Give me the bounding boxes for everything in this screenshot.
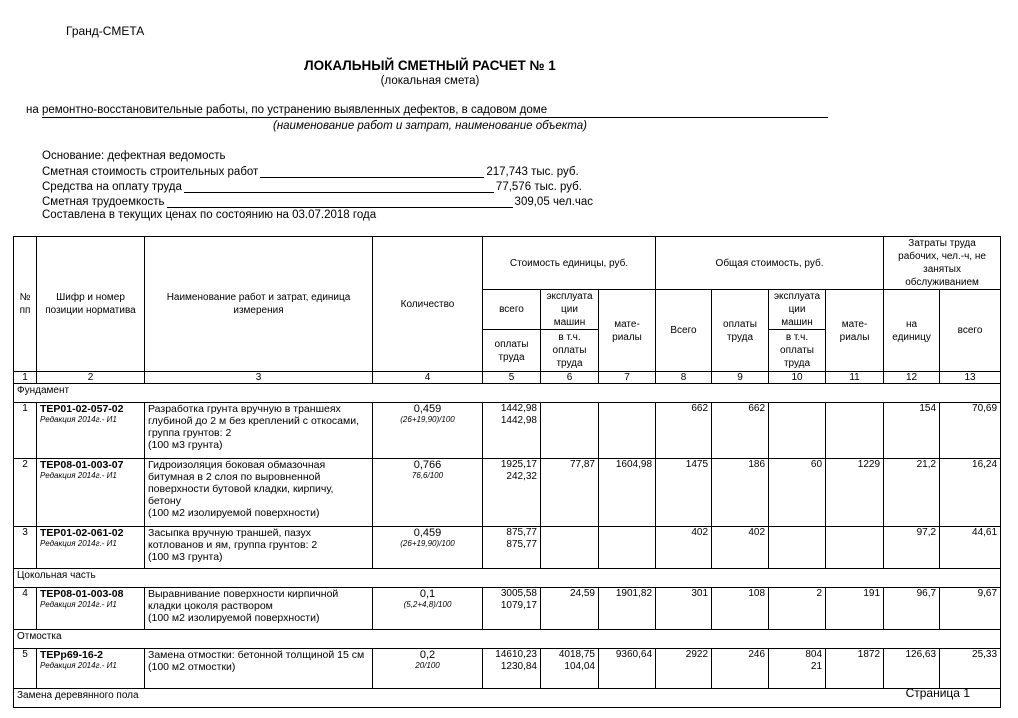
row-t-expl-cell [769, 649, 826, 689]
row-u-all: 875,77 [506, 527, 537, 538]
row-num: 1 [14, 403, 37, 459]
header-l-all: всего [940, 290, 1001, 372]
table-row [14, 459, 1001, 527]
app-logo: Гранд-СМЕТА [66, 24, 145, 38]
prices-line: Составлена в текущих ценах по состоянию на 03.07.2018 года [42, 209, 377, 221]
row-num: 2 [14, 459, 37, 527]
col-number: 9 [712, 372, 769, 384]
col-number: 12 [884, 372, 940, 384]
row-code-cell [37, 588, 145, 630]
row-u-mat: 9360,64 [599, 649, 656, 689]
row-l-unit: 126,63 [884, 649, 940, 689]
header-num: № пп [14, 237, 37, 372]
labor-unit: тыс. руб. [534, 181, 582, 193]
row-num: 4 [14, 588, 37, 630]
row-t-all: 2922 [656, 649, 712, 689]
row-t-mat: 191 [826, 588, 884, 630]
header-u-pay: оплаты труда [483, 330, 541, 372]
col-number: 13 [940, 372, 1001, 384]
row-u-all: 1442,98 [500, 403, 537, 414]
row-u-pay: 875,77 [506, 539, 537, 550]
row-t-all: 1475 [656, 459, 712, 527]
header-qty: Количество [373, 237, 483, 372]
row-unit: (100 м2 изолируемой поверхности) [148, 612, 320, 624]
header-u-incl: в т.ч. оплаты труда [541, 330, 599, 372]
row-t-mat: 1229 [826, 459, 884, 527]
row-u-expl: 24,59 [541, 588, 599, 630]
row-num: 5 [14, 649, 37, 689]
labor-fill-line [184, 180, 494, 193]
table-row [14, 527, 1001, 569]
row-t-all: 662 [656, 403, 712, 459]
row-qty: 0,1 [419, 588, 436, 600]
work-description-hint: (наименование работ и затрат, наименование объекта) [273, 120, 587, 132]
row-t-expl [769, 403, 826, 459]
header-unit-cost: Стоимость единицы, руб. [483, 237, 656, 290]
col-number: 4 [373, 372, 483, 384]
row-u-expl-cell [541, 649, 599, 689]
labor-line [42, 180, 582, 193]
cost-label: Сметная стоимость строительных работ [42, 166, 259, 178]
na-prefix: на [26, 104, 39, 116]
workload-unit: чел.час [552, 196, 593, 208]
row-l-unit: 154 [884, 403, 940, 459]
labor-label: Средства на оплату труда [42, 181, 182, 193]
row-qty-cell [373, 459, 483, 527]
header-total-cost: Общая стоимость, руб. [656, 237, 884, 290]
row-code: ТЕР01-02-057-02 [40, 403, 124, 415]
section-plinth: Цокольная часть [14, 569, 1001, 588]
row-name: Гидроизоляция боковая обмазочная битумная в 2 слоя по выровненной поверхности бутовой кладки, кирпичу, бетону [148, 459, 334, 507]
row-qty-formula: (5,2+4,8)/100 [403, 600, 452, 609]
row-name: Разработка грунта вручную в траншеях глубиной до 2 м без креплений с откосами, группа грунтов: 2 [148, 403, 360, 439]
row-qty: 0,459 [413, 403, 442, 415]
row-u-all: 1925,17 [500, 459, 537, 470]
document-subtitle: (локальная смета) [380, 75, 480, 87]
row-l-unit: 96,7 [884, 588, 940, 630]
row-code-cell [37, 459, 145, 527]
workload-fill-line [167, 195, 513, 208]
row-code: ТЕР08-01-003-07 [40, 459, 124, 471]
row-t-expl: 804 [805, 649, 823, 660]
header-u-all: всего [483, 290, 541, 330]
row-qty: 0,766 [413, 459, 442, 471]
header-labor: Затраты труда рабочих, чел.-ч, не занятых обслуживанием [884, 237, 1001, 290]
row-code: ТЕР01-02-061-02 [40, 527, 124, 539]
row-u-pay: 242,32 [506, 471, 537, 482]
row-u-all-cell [483, 649, 541, 689]
row-unit: (100 м2 изолируемой поверхности) [148, 507, 320, 519]
row-u-all: 14610,23 [495, 649, 537, 660]
page-number: Страница 1 [905, 686, 970, 700]
col-number: 7 [599, 372, 656, 384]
row-qty-formula: (26+19,90)/100 [400, 539, 455, 548]
header-t-incl: в т.ч. оплаты труда [769, 330, 826, 372]
row-code-cell [37, 403, 145, 459]
row-qty: 0,459 [413, 527, 442, 539]
section-foundation: Фундамент [14, 384, 1001, 403]
row-u-all-cell [483, 527, 541, 569]
col-number: 2 [37, 372, 145, 384]
col-number: 10 [769, 372, 826, 384]
basis-line: Основание: дефектная ведомость [42, 150, 226, 162]
row-num: 3 [14, 527, 37, 569]
row-qty-formula: 76,6/100 [411, 471, 444, 480]
row-t-pay: 402 [712, 527, 769, 569]
row-name: Засыпка вручную траншей, пазух котлованов и ям, группа грунтов: 2 [148, 527, 318, 551]
header-t-expl: эксплуата ции машин [769, 290, 826, 330]
row-name-cell [145, 649, 373, 689]
section-floor-replacement: Замена деревянного пола [14, 689, 1001, 708]
header-code: Шифр и номер позиции норматива [37, 237, 145, 372]
row-unit: (100 м3 грунта) [148, 439, 223, 451]
row-u-mat [599, 527, 656, 569]
estimate-table [13, 236, 1001, 708]
work-description: ремонтно-восстановительные работы, по устранению выявленных дефектов, в садовом доме [42, 104, 828, 118]
row-name-cell [145, 588, 373, 630]
row-code: ТЕРр69-16-2 [40, 649, 104, 661]
row-u-expl [541, 403, 599, 459]
cost-line [42, 165, 579, 178]
row-t-expl-pay: 21 [810, 661, 823, 672]
row-code: ТЕР08-01-003-08 [40, 588, 124, 600]
col-number: 5 [483, 372, 541, 384]
cost-fill-line [260, 165, 484, 178]
workload-line [42, 195, 593, 208]
row-unit: (100 м2 отмостки) [148, 661, 236, 673]
row-l-all: 16,24 [940, 459, 1001, 527]
row-qty-cell [373, 588, 483, 630]
row-qty-formula: 20/100 [415, 661, 440, 670]
col-number: 6 [541, 372, 599, 384]
row-edition: Редакция 2014г.- И1 [40, 415, 117, 424]
row-qty: 0,2 [419, 649, 436, 661]
row-edition: Редакция 2014г.- И1 [40, 471, 117, 480]
col-number: 3 [145, 372, 373, 384]
cost-value: 217,743 [486, 166, 528, 178]
row-name: Выравнивание поверхности кирпичной кладки цоколя раствором [148, 588, 339, 612]
row-u-expl: 4018,75 [558, 649, 595, 660]
row-t-all: 301 [656, 588, 712, 630]
row-code-cell [37, 649, 145, 689]
workload-value: 309,05 [514, 196, 550, 208]
labor-value: 77,576 [495, 181, 532, 193]
table-row [14, 403, 1001, 459]
row-u-expl: 77,87 [541, 459, 599, 527]
section-blind-area: Отмостка [14, 630, 1001, 649]
row-t-pay: 186 [712, 459, 769, 527]
row-l-unit: 21,2 [884, 459, 940, 527]
row-u-all-cell [483, 459, 541, 527]
row-l-unit: 97,2 [884, 527, 940, 569]
row-l-all: 44,61 [940, 527, 1001, 569]
row-t-expl: 60 [769, 459, 826, 527]
row-l-all: 25,33 [940, 649, 1001, 689]
row-qty-formula: (26+19,90)/100 [400, 415, 455, 424]
row-name-cell [145, 459, 373, 527]
row-edition: Редакция 2014г.- И1 [40, 600, 117, 609]
header-name: Наименование работ и затрат, единица измерения [145, 237, 373, 372]
row-u-pay: 1230,84 [500, 661, 537, 672]
table-row [14, 649, 1001, 689]
header-u-mat: мате- риалы [599, 290, 656, 372]
table-row [14, 588, 1001, 630]
col-number: 8 [656, 372, 712, 384]
row-u-all: 3005,58 [500, 588, 537, 599]
row-name-cell [145, 403, 373, 459]
row-qty-cell [373, 649, 483, 689]
row-l-all: 70,69 [940, 403, 1001, 459]
row-u-expl-pay: 104,04 [564, 661, 595, 672]
row-u-pay: 1442,98 [500, 415, 537, 426]
row-u-mat: 1604,98 [599, 459, 656, 527]
row-u-expl [541, 527, 599, 569]
row-u-pay: 1079,17 [500, 600, 537, 611]
header-t-pay: оплаты труда [712, 290, 769, 372]
header-l-unit: на единицу [884, 290, 940, 372]
row-t-expl: 2 [769, 588, 826, 630]
row-name: Замена отмостки: бетонной толщиной 15 см [148, 649, 365, 661]
row-edition: Редакция 2014г.- И1 [40, 661, 117, 670]
row-t-mat: 1872 [826, 649, 884, 689]
row-t-pay: 246 [712, 649, 769, 689]
row-qty-cell [373, 527, 483, 569]
row-code-cell [37, 527, 145, 569]
row-t-mat [826, 527, 884, 569]
row-t-expl [769, 527, 826, 569]
column-numbers-row [14, 372, 1001, 384]
workload-label: Сметная трудоемкость [42, 196, 165, 208]
row-l-all: 9,67 [940, 588, 1001, 630]
row-t-pay: 108 [712, 588, 769, 630]
col-number: 1 [14, 372, 37, 384]
row-edition: Редакция 2014г.- И1 [40, 539, 117, 548]
row-t-all: 402 [656, 527, 712, 569]
header-t-total: Всего [656, 290, 712, 372]
row-u-mat: 1901,82 [599, 588, 656, 630]
row-unit: (100 м3 грунта) [148, 551, 223, 563]
row-qty-cell [373, 403, 483, 459]
row-u-all-cell [483, 588, 541, 630]
header-u-expl: эксплуата ции машин [541, 290, 599, 330]
col-number: 11 [826, 372, 884, 384]
row-t-mat [826, 403, 884, 459]
row-t-pay: 662 [712, 403, 769, 459]
document-title: ЛОКАЛЬНЫЙ СМЕТНЫЙ РАСЧЕТ № 1 [304, 58, 556, 73]
cost-unit: тыс. руб. [531, 166, 579, 178]
row-u-all-cell [483, 403, 541, 459]
header-t-mat: мате- риалы [826, 290, 884, 372]
row-name-cell [145, 527, 373, 569]
work-description-line [26, 104, 828, 118]
row-u-mat [599, 403, 656, 459]
